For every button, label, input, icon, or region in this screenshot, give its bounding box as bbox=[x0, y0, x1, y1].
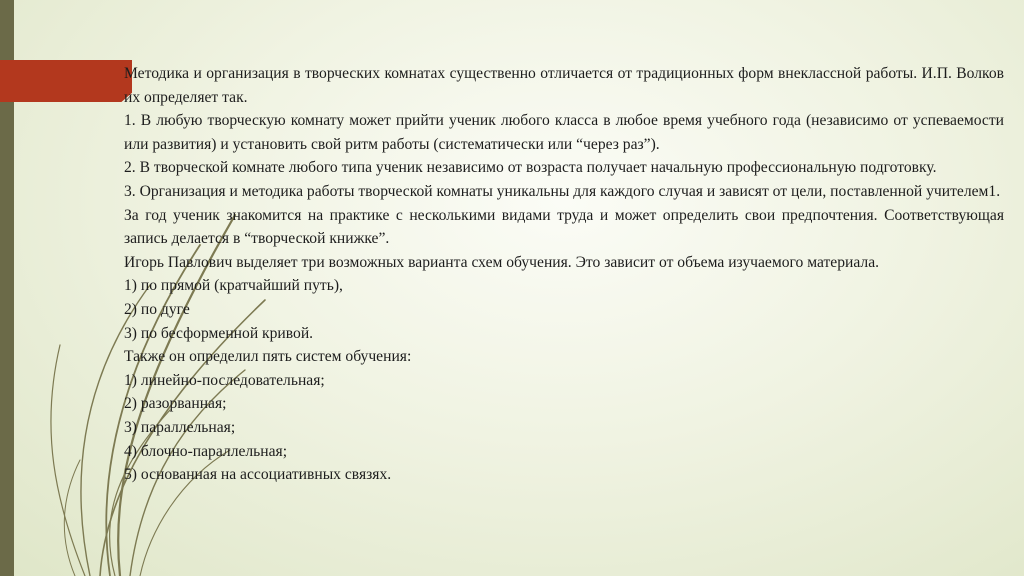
list-item-scheme-1: 1) по прямой (кратчайший путь), bbox=[124, 277, 343, 295]
paragraph-intro: Методика и организация в творческих комнатах существенно отличается от традиционных форм внеклассной работы. И.П. Волков их определяет так. bbox=[124, 65, 1004, 106]
paragraph-systems-intro: Также он определил пять систем обучения: bbox=[124, 348, 412, 366]
list-item-scheme-2: 2) по дуге bbox=[124, 300, 190, 318]
slide-body-text bbox=[124, 62, 1004, 487]
paragraph-year-practice: За год ученик знакомится на практике с несколькими видами труда и может определить свои предпочтения. Соответствующая запись делается в “творческой книжке”. bbox=[124, 206, 1004, 248]
list-item-system-3: 3) параллельная; bbox=[124, 418, 236, 436]
list-item-system-2: 2) разорванная; bbox=[124, 395, 227, 413]
paragraph-point-1: 1. В любую творческую комнату может прийти ученик любого класса в любое время учебного года (независимо от успеваемости или развития) и установить свой ритм работы (систематически или “через раз”). bbox=[124, 112, 1004, 153]
title-accent-shape bbox=[0, 60, 132, 102]
list-item-system-1: 1) линейно-последовательная; bbox=[124, 371, 325, 389]
paragraph-point-3: 3. Организация и методика работы творческой комнаты уникальны для каждого случая и зависят от цели, поставленной учителем1. bbox=[124, 182, 1001, 200]
list-item-system-4: 4) блочно-параллельная; bbox=[124, 442, 288, 460]
paragraph-point-2: 2. В творческой комнате любого типа ученик независимо от возраста получает начальную профессиональную подготовку. bbox=[124, 159, 937, 177]
list-item-system-5: 5) основанная на ассоциативных связях. bbox=[124, 466, 392, 484]
paragraph-schemes-intro: Игорь Павлович выделяет три возможных варианта схем обучения. Это зависит от объема изучаемого материала. bbox=[124, 253, 880, 271]
list-item-scheme-3: 3) по бесформенной кривой. bbox=[124, 324, 314, 342]
